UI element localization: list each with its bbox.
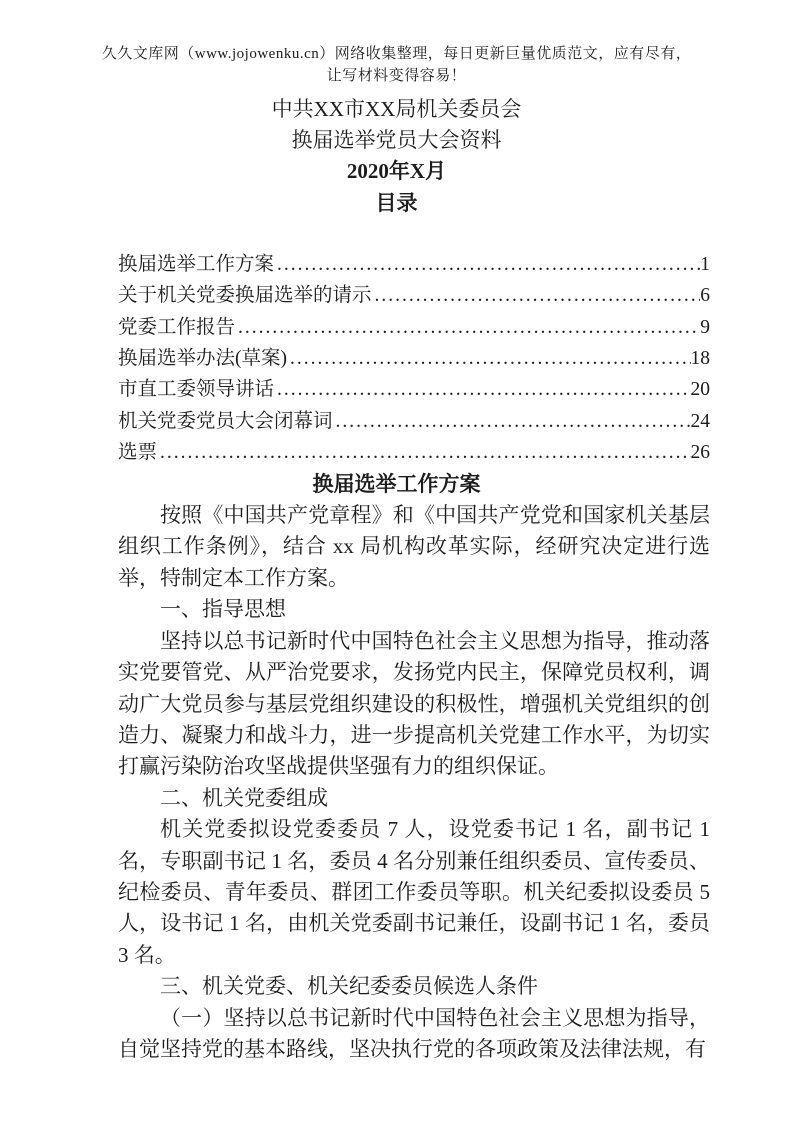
toc-entry-page-number: 1 bbox=[700, 253, 710, 275]
toc-entry-label: 市直工委领导讲话 bbox=[118, 379, 275, 401]
toc bbox=[118, 249, 710, 469]
toc-entry-page-number: 6 bbox=[700, 285, 710, 307]
toc-dot-leader bbox=[274, 374, 690, 405]
toc-entry-label: 选票 bbox=[118, 442, 158, 464]
body-paragraph: 坚持以总书记新时代中国特色社会主义思想为指导，推动落实党要管党、从严治党要求，发扬党内民主，保障党员权利，调动广大党员参与基层党组织建设的积极性，增强机关党组织的创造力、凝聚力和战斗力，进一步提高机关党建工作水平，为切实打赢污染防治攻坚战提供坚强有力的组织保证。 bbox=[118, 628, 710, 779]
body-paragraph: 一、指导思想 bbox=[160, 597, 286, 622]
watermark-header: 久久文库网（www.jojowenku.cn）网络收集整理，每日更新巨量优质范文，应有尽有，让写材料变得容易！ bbox=[101, 46, 692, 84]
toc-entry[interactable] bbox=[118, 406, 710, 437]
toc-entry[interactable] bbox=[118, 343, 710, 374]
toc-entry-label: 机关党委党员大会闭幕词 bbox=[118, 410, 333, 432]
doc-title-date: 2020年X月 bbox=[346, 159, 447, 184]
body-paragraph: 按照《中国共产党章程》和《中国共产党党和国家机关基层组织工作条例》，结合 xx 局机构改革实际，经研究决定进行选举，特制定本工作方案。 bbox=[118, 503, 710, 590]
toc-dot-leader bbox=[274, 249, 700, 280]
body-paragraphs bbox=[118, 500, 710, 1065]
body-paragraph: 二、机关党委组成 bbox=[160, 785, 328, 810]
toc-entry[interactable] bbox=[118, 249, 710, 280]
body-paragraph: 三、机关党委、机关纪委委员候选人条件 bbox=[160, 974, 538, 999]
toc-dot-leader bbox=[287, 343, 691, 374]
toc-entry-label: 关于机关党委换届选举的请示 bbox=[118, 285, 372, 307]
toc-dot-leader bbox=[235, 312, 700, 343]
title-block bbox=[0, 94, 793, 219]
toc-dot-leader bbox=[372, 280, 701, 311]
body-paragraph: 机关党委拟设党委委员 7 人，设党委书记 1 名，副书记 1 名，专职副书记 1 名，委员 4 名分别兼任组织委员、宣传委员、纪检委员、青年委员、群团工作委员等职。机关纪委拟设委员 5 人，设书记 1 名，由机关党委副书记兼任，设副书记 1 名，委员 3 名。 bbox=[118, 817, 710, 967]
toc-entry-page-number: 18 bbox=[690, 348, 710, 370]
toc-entry-label: 换届选举工作方案 bbox=[118, 253, 275, 275]
toc-entry[interactable] bbox=[118, 374, 710, 405]
toc-entry-label: 换届选举办法(草案) bbox=[118, 348, 287, 370]
toc-entry[interactable] bbox=[118, 280, 710, 311]
doc-title-org: 中共XX市XX局机关委员会 bbox=[271, 97, 522, 121]
toc-entry-page-number: 26 bbox=[690, 442, 710, 464]
toc-dot-leader bbox=[333, 406, 691, 437]
toc-entry-page-number: 9 bbox=[700, 316, 710, 338]
toc-entry-page-number: 20 bbox=[690, 379, 710, 401]
toc-dot-leader bbox=[157, 437, 690, 468]
toc-entry[interactable] bbox=[118, 312, 710, 343]
toc-heading: 目录 bbox=[375, 190, 418, 215]
toc-entry[interactable] bbox=[118, 437, 710, 468]
doc-title-subject: 换届选举党员大会资料 bbox=[291, 128, 502, 153]
toc-entry-page-number: 24 bbox=[690, 410, 710, 432]
section-heading: 换届选举工作方案 bbox=[312, 471, 481, 496]
toc-entry-label: 党委工作报告 bbox=[118, 316, 236, 338]
body-paragraph: （一）坚持以总书记新时代中国特色社会主义思想为指导，自觉坚持党的基本路线，坚决执行党的各项政策及法律法规，有 bbox=[118, 1005, 710, 1061]
